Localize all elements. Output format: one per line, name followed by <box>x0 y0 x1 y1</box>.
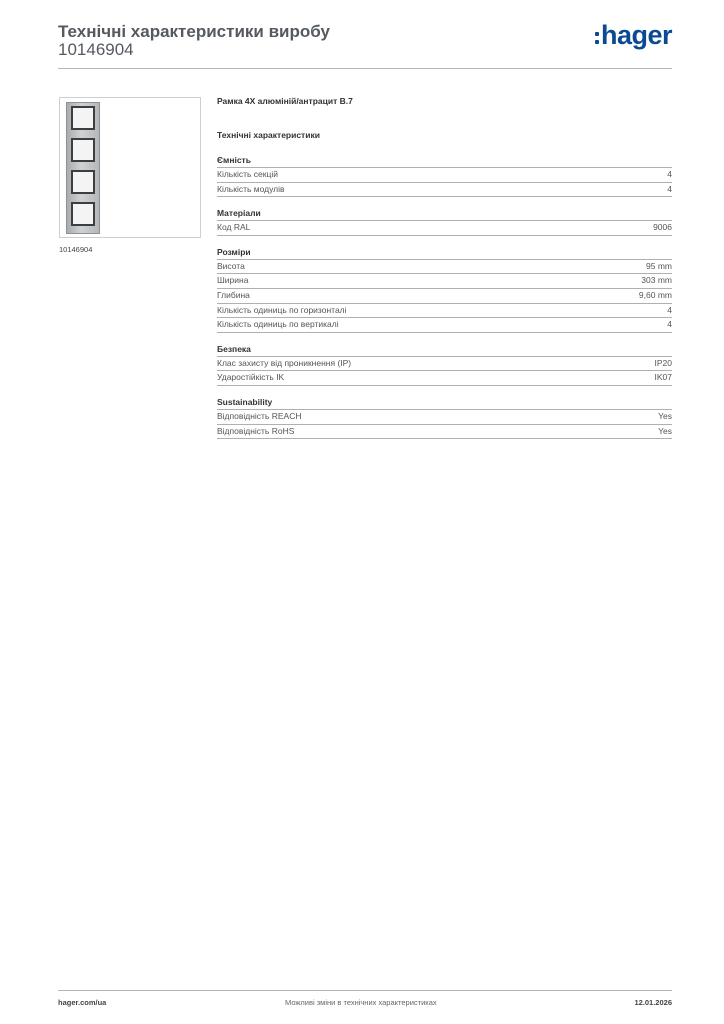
page-header <box>58 20 672 70</box>
spec-content <box>217 94 672 449</box>
footer-note: Можливі зміни в технічних характеристиках <box>285 998 437 1007</box>
spec-label: Код RAL <box>217 222 251 233</box>
frame-slot <box>71 170 95 194</box>
section-title: Технічні характеристики <box>217 130 320 140</box>
spec-value: Yes <box>658 410 672 421</box>
spec-row <box>217 183 672 198</box>
spec-value: IP20 <box>654 357 672 368</box>
spec-row <box>217 425 672 440</box>
spec-label: Кількість модулів <box>217 183 285 194</box>
spec-group-title: Sustainability <box>217 396 672 410</box>
header-divider <box>58 68 672 69</box>
spec-row <box>217 357 672 372</box>
spec-value: 4 <box>667 169 672 179</box>
spec-value: 303 mm <box>641 275 672 286</box>
spec-row <box>217 318 672 333</box>
spec-label: Ударостійкість IK <box>217 372 285 383</box>
footer-divider <box>58 990 672 991</box>
spec-label: Глибина <box>217 289 250 300</box>
spec-value: 4 <box>667 183 672 194</box>
footer-website: hager.com/ua <box>58 998 107 1007</box>
spec-label: Кількість секцій <box>217 169 278 179</box>
logo-text: hager <box>600 20 672 50</box>
spec-groups <box>217 154 672 439</box>
spec-group-title: Розміри <box>217 246 672 260</box>
spec-group <box>217 246 672 333</box>
spec-row <box>217 168 672 183</box>
spec-label: Ширина <box>217 275 249 286</box>
spec-label: Відповідність RoHS <box>217 425 295 436</box>
spec-label: Клас захисту від проникнення (IP) <box>217 357 352 368</box>
frame-plate-picture <box>66 102 100 234</box>
spec-value: 9,60 mm <box>638 289 672 300</box>
spec-label: Кількість одиниць по горизонталі <box>217 304 347 315</box>
spec-group <box>217 207 672 236</box>
spec-row <box>217 260 672 275</box>
spec-group <box>217 396 672 439</box>
logo-colon-icon <box>595 32 599 44</box>
spec-value: 95 mm <box>646 260 672 271</box>
product-name: Рамка 4X алюміній/антрацит B.7 <box>217 96 353 106</box>
hager-logo <box>595 20 672 50</box>
product-number: 10146904 <box>58 40 134 59</box>
footer-date: 12.01.2026 <box>634 998 672 1007</box>
spec-label: Висота <box>217 260 245 271</box>
spec-group <box>217 343 672 386</box>
spec-value: 4 <box>667 304 672 315</box>
spec-value: Yes <box>658 425 672 436</box>
spec-group-title: Ємність <box>217 154 672 168</box>
spec-row <box>217 371 672 386</box>
spec-label: Кількість одиниць по вертикалі <box>217 319 339 330</box>
frame-slot <box>71 106 95 130</box>
spec-row <box>217 274 672 289</box>
spec-group-title: Матеріали <box>217 207 672 221</box>
frame-slot <box>71 202 95 226</box>
image-caption: 10146904 <box>59 245 93 254</box>
spec-row <box>217 304 672 319</box>
page-title: Технічні характеристики виробу <box>58 22 330 41</box>
spec-row <box>217 410 672 425</box>
spec-row <box>217 289 672 304</box>
product-image <box>59 97 201 238</box>
frame-slot <box>71 138 95 162</box>
spec-group-title: Безпека <box>217 343 672 357</box>
spec-group <box>217 154 672 197</box>
spec-row <box>217 221 672 236</box>
spec-value: 9006 <box>653 222 672 233</box>
spec-label: Відповідність REACH <box>217 410 302 421</box>
spec-value: 4 <box>667 319 672 330</box>
spec-value: IK07 <box>654 372 672 383</box>
